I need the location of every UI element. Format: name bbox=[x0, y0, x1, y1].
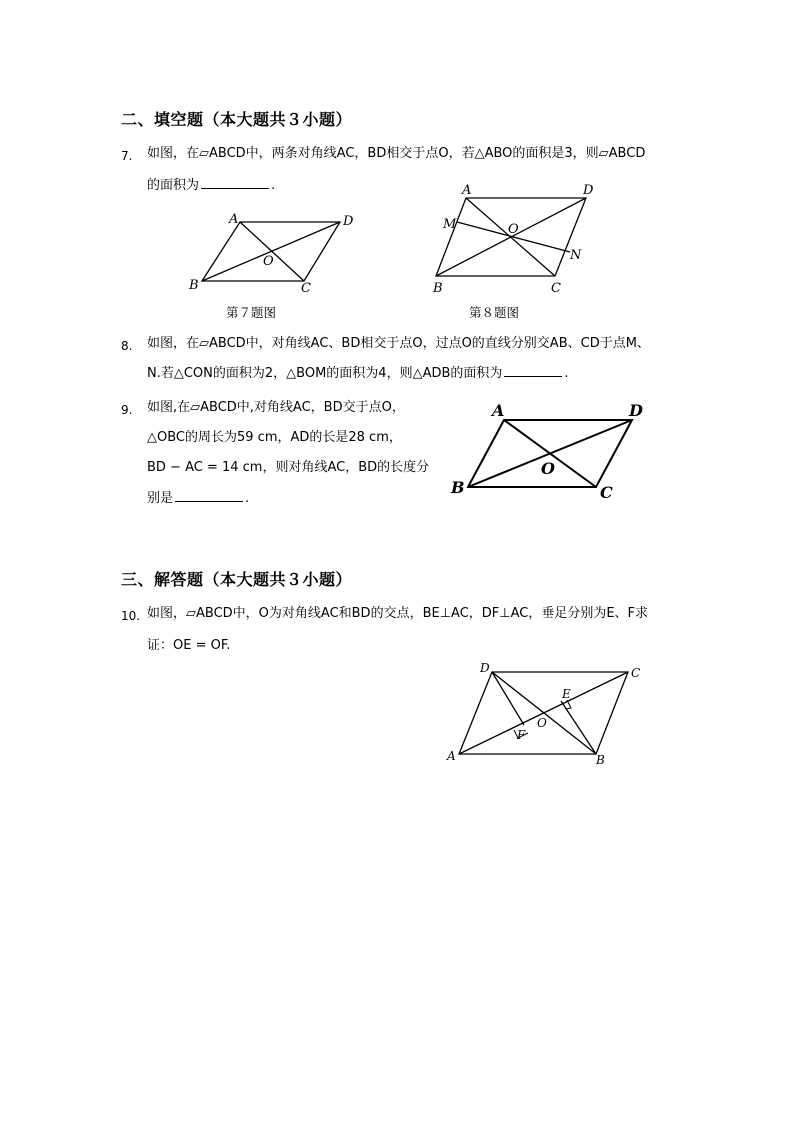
question-7-end: . bbox=[271, 178, 276, 193]
fig10-label-f: F bbox=[517, 728, 526, 742]
fig7-label-d: D bbox=[343, 214, 354, 229]
fig10-label-c: C bbox=[631, 666, 641, 680]
question-8-text: N.若△CON的面积为2，△BOM的面积为4，则△ADB的面积为 bbox=[147, 366, 503, 381]
question-10-number: 10. bbox=[121, 609, 141, 623]
question-8-number: 8. bbox=[121, 339, 133, 353]
question-9-end: . bbox=[245, 491, 250, 506]
fig8-label-o: O bbox=[508, 222, 519, 237]
question-9-line2: △OBC的周长为59 cm，AD的长是28 cm， bbox=[147, 430, 402, 445]
fig10-label-a: A bbox=[447, 749, 456, 763]
fig8-label-m: M bbox=[443, 217, 457, 232]
fig10-label-e: E bbox=[562, 687, 571, 701]
section2-heading: 二、填空题（本大题共３小题） bbox=[121, 110, 353, 129]
question-8-line1: 如图，在▱ABCD中，对角线AC、BD相交于点O，过点O的直线分别交AB、CD于点M、 bbox=[147, 336, 650, 351]
question-9-line3: BD − AC = 14 cm，则对角线AC，BD的长度分 bbox=[147, 460, 430, 475]
fig10-label-b: B bbox=[596, 753, 605, 767]
question-9-number: 9. bbox=[121, 403, 133, 417]
fig7-label-a: A bbox=[229, 212, 239, 227]
fig8-label-a: A bbox=[462, 183, 472, 198]
question-7-number: 7. bbox=[121, 149, 133, 163]
fig8-label-c: C bbox=[551, 281, 561, 296]
fig7-label-c: C bbox=[301, 281, 311, 296]
question-8-end: . bbox=[564, 366, 569, 381]
fig9-label-d: D bbox=[629, 401, 643, 420]
fig8-label-b: B bbox=[433, 281, 443, 296]
fig10-label-d: D bbox=[480, 661, 490, 675]
figure-8-caption: 第８题图 bbox=[469, 305, 520, 320]
question-7-line1: 如图，在▱ABCD中，两条对角线AC，BD相交于点O，若△ABO的面积是3，则▱ABCD bbox=[147, 146, 646, 161]
fig8-label-d: D bbox=[583, 183, 594, 198]
figure-7-caption: 第７题图 bbox=[226, 305, 277, 320]
fig9-label-a: A bbox=[492, 401, 505, 420]
section3-heading: 三、解答题（本大题共３小题） bbox=[121, 570, 353, 589]
fig9-label-b: B bbox=[451, 478, 465, 497]
fig7-label-o: O bbox=[263, 254, 274, 269]
fig10-label-o: O bbox=[537, 716, 547, 730]
question-9-line1: 如图,在▱ABCD中,对角线AC，BD交于点O， bbox=[147, 400, 405, 415]
fig9-label-c: C bbox=[600, 483, 613, 502]
fig9-label-o: O bbox=[541, 459, 555, 478]
fig7-label-b: B bbox=[189, 278, 199, 293]
question-10-line2: 证：OE = OF. bbox=[147, 638, 231, 653]
question-10-line1: 如图，▱ABCD中，O为对角线AC和BD的交点，BE⊥AC，DF⊥AC，垂足分别为E、F求 bbox=[147, 606, 649, 621]
fig8-label-n: N bbox=[570, 248, 582, 263]
question-9-text: 别是 bbox=[147, 491, 174, 506]
question-7-text: 的面积为 bbox=[147, 178, 200, 193]
